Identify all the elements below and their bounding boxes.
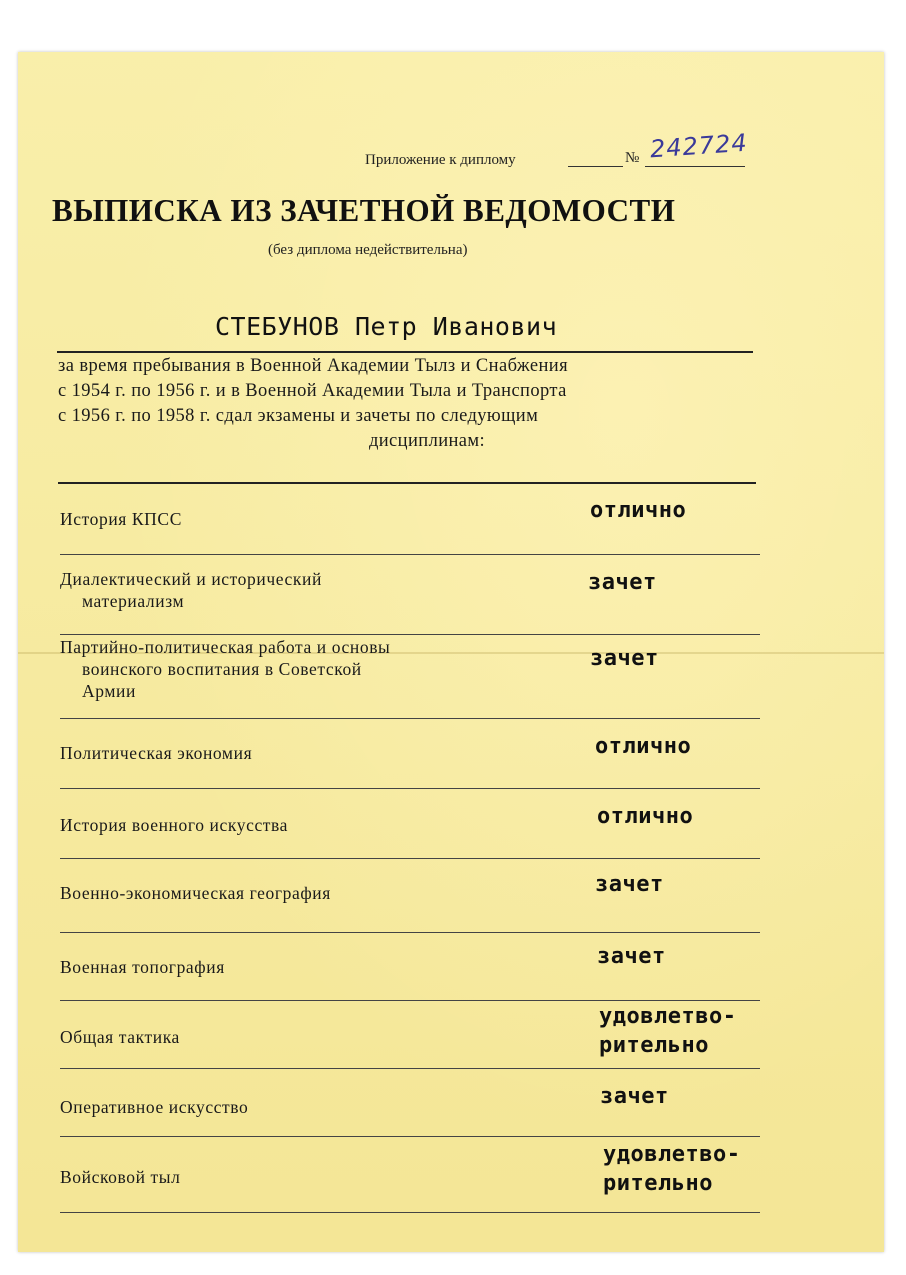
diploma-number: 242724	[649, 128, 749, 164]
grade-line: рительно	[599, 1033, 709, 1058]
grade-line: отлично	[597, 804, 694, 829]
row-rule	[60, 1000, 760, 1001]
row-rule	[60, 858, 760, 859]
grade-line: зачет	[590, 646, 659, 671]
subject-line: Политическая экономия	[60, 743, 253, 763]
row-rule	[60, 1212, 760, 1213]
grade-line: рительно	[603, 1171, 713, 1196]
grade-value	[600, 1082, 669, 1111]
grade-line: зачет	[595, 872, 664, 897]
grade-line: зачет	[600, 1084, 669, 1109]
subject-line: Оперативное искусство	[60, 1097, 249, 1117]
row-rule	[60, 1136, 760, 1137]
grade-value	[599, 1002, 736, 1060]
statement-line: за время пребывания в Военной Академии Тылз и Снабжения	[58, 356, 568, 376]
statement-line: дисциплинам:	[368, 431, 486, 451]
grade-line: зачет	[597, 944, 666, 969]
subject-line: Военная топография	[60, 957, 225, 977]
statement-text	[58, 354, 756, 454]
row-rule	[60, 634, 760, 635]
subject-line: Военно-экономическая география	[60, 883, 331, 903]
row-rule	[60, 554, 760, 555]
grade-line: зачет	[588, 570, 657, 595]
subject-line: Партийно-политическая работа и основы	[60, 637, 391, 657]
subject-line: Диалектический и исторический	[60, 569, 322, 589]
grade-value	[590, 496, 686, 525]
grade-line: отлично	[595, 734, 692, 759]
subject-line: Общая тактика	[60, 1027, 180, 1047]
subject-name	[60, 568, 322, 612]
grade-value	[588, 568, 657, 597]
subject-name	[60, 882, 331, 904]
number-sign: №	[625, 150, 640, 166]
row-rule	[60, 788, 760, 789]
grade-line: удовлетво-	[599, 1004, 737, 1029]
row-rule	[60, 718, 760, 719]
subject-line: воинского воспитания в Советской	[82, 659, 362, 679]
grade-value	[595, 870, 664, 899]
name-underline	[57, 351, 753, 353]
document-title: ВЫПИСКА ИЗ ЗАЧЕТНОЙ ВЕДОМОСТИ	[52, 192, 676, 228]
grade-value	[595, 732, 691, 761]
subject-line: Армии	[82, 681, 136, 701]
subject-name	[60, 742, 252, 764]
student-name: СТЕБУНОВ Петр Иванович	[215, 312, 558, 341]
subject-line: материализм	[82, 591, 185, 611]
subject-name	[60, 814, 288, 836]
grade-value	[590, 644, 659, 673]
statement-line: с 1954 г. по 1956 г. и в Военной Академии Тыла и Транспорта	[58, 381, 567, 401]
subject-name	[60, 636, 390, 702]
subject-name	[60, 1096, 248, 1118]
subject-name	[60, 508, 182, 530]
grade-value	[603, 1140, 740, 1198]
subject-line: История КПСС	[60, 509, 182, 529]
row-rule	[60, 1068, 760, 1069]
table-top-rule	[58, 482, 756, 484]
row-rule	[60, 932, 760, 933]
grade-value	[597, 802, 693, 831]
document-subtitle: (без диплома недействительна)	[268, 242, 468, 258]
grade-line: отлично	[590, 498, 687, 523]
subject-name	[60, 1166, 181, 1188]
annex-underline	[568, 166, 623, 167]
statement-line: с 1956 г. по 1958 г. сдал экзамены и зачеты по следующим	[58, 406, 539, 426]
subject-name	[60, 1026, 180, 1048]
number-underline	[645, 166, 745, 167]
annex-label: Приложение к диплому	[365, 152, 516, 168]
subject-line: Войсковой тыл	[60, 1167, 181, 1187]
subject-name	[60, 956, 225, 978]
grade-line: удовлетво-	[603, 1142, 741, 1167]
grade-value	[597, 942, 666, 971]
subject-line: История военного искусства	[60, 815, 289, 835]
